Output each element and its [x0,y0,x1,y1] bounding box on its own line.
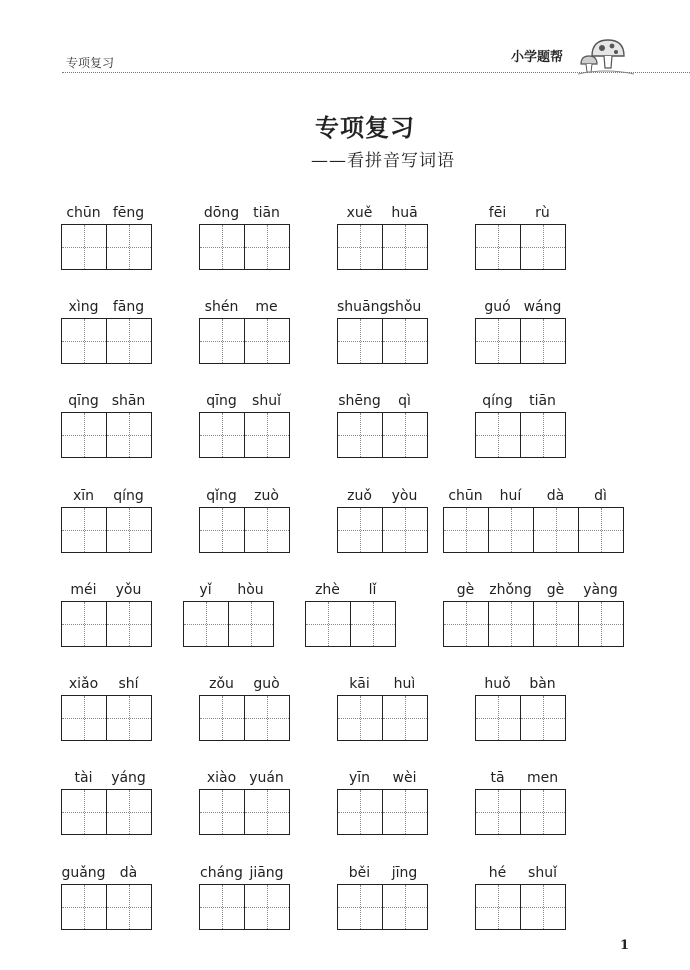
pinyin-label [61,487,151,505]
word-item [475,676,566,741]
pinyin-syllable: fāng [112,299,145,315]
word-item [475,205,566,270]
pinyin-syllable: shuāng [337,299,389,315]
pinyin-label [61,298,151,316]
writing-cell[interactable] [520,885,565,929]
pinyin-syllable: zuò [254,488,279,504]
pinyin-syllable: gè [456,582,475,598]
header-brand: 小学题帮 [511,50,564,65]
word-item [199,299,290,364]
pinyin-label [475,864,565,882]
pinyin-label [475,675,565,693]
writing-grid[interactable] [61,884,152,930]
writing-grid[interactable] [199,318,290,364]
pinyin-syllable: hé [488,865,507,881]
writing-cell[interactable] [382,885,427,929]
writing-cell[interactable] [62,790,106,834]
pinyin-syllable: lǐ [368,582,377,598]
word-item [61,676,152,741]
writing-cell[interactable] [578,602,623,646]
header-section-label: 专项复习 [66,56,115,70]
writing-cell[interactable] [533,602,578,646]
pinyin-syllable: shuǐ [528,865,557,881]
writing-cell[interactable] [444,602,488,646]
word-item [61,205,152,270]
pinyin-syllable: xīn [72,488,95,504]
pinyin-syllable: dà [546,488,565,504]
writing-grid[interactable] [61,412,152,458]
pinyin-syllable: shuǐ [252,393,281,409]
writing-cell[interactable] [244,413,289,457]
writing-grid[interactable] [61,789,152,835]
writing-cell[interactable] [62,413,106,457]
pinyin-syllable: shí [118,676,139,692]
writing-cell[interactable] [476,225,520,269]
writing-grid[interactable] [475,789,566,835]
pinyin-syllable: men [526,770,559,786]
pinyin-label [61,864,151,882]
writing-cell[interactable] [62,602,106,646]
writing-cell[interactable] [338,790,382,834]
word-item [337,205,428,270]
writing-grid[interactable] [199,789,290,835]
pinyin-syllable: zhè [315,582,340,598]
pinyin-syllable: bàn [529,676,556,692]
word-item [199,770,290,835]
writing-cell[interactable] [106,225,151,269]
pinyin-syllable: guò [253,676,280,692]
writing-cell[interactable] [488,602,533,646]
pinyin-syllable: me [255,299,278,315]
writing-cell[interactable] [200,885,244,929]
writing-cell[interactable] [520,696,565,740]
writing-grid[interactable] [337,789,428,835]
word-item [183,582,274,647]
pinyin-syllable: fēi [488,205,507,221]
writing-cell[interactable] [106,413,151,457]
writing-cell[interactable] [200,696,244,740]
word-item [475,393,566,458]
pinyin-syllable: huì [393,676,416,692]
pinyin-syllable: xiào [206,770,237,786]
writing-cell[interactable] [382,319,427,363]
pinyin-syllable: yòu [391,488,418,504]
writing-grid[interactable] [199,507,290,553]
pinyin-label [475,298,565,316]
pinyin-syllable: rù [535,205,550,221]
pinyin-syllable: dà [119,865,138,881]
writing-cell[interactable] [244,885,289,929]
pinyin-label [337,769,427,787]
writing-grid[interactable] [199,412,290,458]
word-item [337,299,428,364]
pinyin-syllable: zuǒ [347,488,372,504]
pinyin-syllable: tā [490,770,505,786]
writing-cell[interactable] [306,602,350,646]
writing-cell[interactable] [106,885,151,929]
pinyin-syllable: jiāng [249,865,284,881]
writing-cell[interactable] [350,602,395,646]
writing-grid[interactable] [199,695,290,741]
pinyin-syllable: wáng [523,299,562,315]
writing-grid[interactable] [475,884,566,930]
word-item [305,582,396,647]
writing-grid[interactable] [199,224,290,270]
word-item [61,299,152,364]
writing-cell[interactable] [244,225,289,269]
pinyin-syllable: dōng [203,205,240,221]
writing-grid[interactable] [61,601,152,647]
pinyin-label [199,864,289,882]
writing-grid[interactable] [337,695,428,741]
pinyin-label [61,392,151,410]
pinyin-syllable: tiān [529,393,556,409]
writing-cell[interactable] [338,319,382,363]
writing-grid[interactable] [61,318,152,364]
writing-grid[interactable] [337,224,428,270]
writing-cell[interactable] [106,508,151,552]
writing-grid[interactable] [337,507,428,553]
pinyin-syllable: tài [74,770,93,786]
pinyin-syllable: huā [391,205,418,221]
writing-grid[interactable] [475,224,566,270]
pinyin-syllable: yīn [348,770,371,786]
writing-cell[interactable] [200,508,244,552]
pinyin-syllable: shǒu [387,299,422,315]
pinyin-label [61,675,151,693]
word-item [61,488,152,553]
pinyin-syllable: yǐ [199,582,212,598]
writing-grid[interactable] [199,884,290,930]
pinyin-label [61,204,151,222]
writing-grid[interactable] [475,695,566,741]
writing-cell[interactable] [244,319,289,363]
pinyin-syllable: jīng [391,865,418,881]
word-item [337,676,428,741]
word-item [475,770,566,835]
pinyin-syllable: fēng [112,205,145,221]
pinyin-syllable: zǒu [209,676,234,692]
pinyin-syllable: qǐng [206,488,237,504]
writing-cell[interactable] [520,790,565,834]
writing-cell[interactable] [338,885,382,929]
writing-cell[interactable] [382,696,427,740]
pinyin-syllable: chūn [448,488,483,504]
pinyin-syllable: kāi [349,676,370,692]
writing-cell[interactable] [338,225,382,269]
writing-cell[interactable] [200,319,244,363]
pinyin-syllable: yàng [583,582,618,598]
writing-cell[interactable] [106,602,151,646]
writing-cell[interactable] [520,225,565,269]
pinyin-syllable: běi [348,865,371,881]
pinyin-syllable: gè [546,582,565,598]
writing-cell[interactable] [382,508,427,552]
writing-grid[interactable] [305,601,396,647]
word-item [199,676,290,741]
pinyin-label [337,487,427,505]
writing-cell[interactable] [228,602,273,646]
pinyin-label [305,581,395,599]
page-title: 专项复习 [315,114,415,142]
writing-cell[interactable] [533,508,578,552]
word-item [199,393,290,458]
pinyin-syllable: tiān [253,205,280,221]
writing-cell[interactable] [62,319,106,363]
pinyin-label [199,769,289,787]
writing-grid[interactable] [61,695,152,741]
writing-grid[interactable] [337,884,428,930]
pinyin-syllable: yáng [111,770,146,786]
pinyin-syllable: qíng [482,393,513,409]
word-item [61,582,152,647]
writing-cell[interactable] [520,319,565,363]
word-item [337,488,428,553]
pinyin-syllable: qì [398,393,411,409]
word-item [443,488,624,553]
writing-cell[interactable] [338,696,382,740]
pinyin-label [61,769,151,787]
pinyin-syllable: chūn [66,205,101,221]
writing-cell[interactable] [62,508,106,552]
pinyin-label [199,675,289,693]
word-item [199,865,290,930]
pinyin-syllable: xiǎo [68,676,99,692]
writing-cell[interactable] [62,225,106,269]
writing-grid[interactable] [443,507,624,553]
writing-cell[interactable] [244,790,289,834]
pinyin-syllable: yuán [249,770,284,786]
writing-cell[interactable] [382,225,427,269]
pinyin-label [199,204,289,222]
header-divider [62,72,690,73]
writing-cell[interactable] [200,790,244,834]
word-item [337,393,428,458]
word-item [475,299,566,364]
writing-cell[interactable] [476,885,520,929]
pinyin-syllable: yǒu [115,582,142,598]
pinyin-label [199,298,289,316]
writing-cell[interactable] [106,319,151,363]
writing-grid[interactable] [475,318,566,364]
writing-cell[interactable] [444,508,488,552]
writing-cell[interactable] [200,225,244,269]
pinyin-syllable: shén [204,299,239,315]
writing-cell[interactable] [578,508,623,552]
pinyin-syllable: méi [70,582,97,598]
pinyin-syllable: huǒ [484,676,511,692]
writing-grid[interactable] [337,412,428,458]
writing-cell[interactable] [476,790,520,834]
writing-cell[interactable] [244,696,289,740]
writing-cell[interactable] [62,885,106,929]
pinyin-label [199,392,289,410]
writing-cell[interactable] [106,696,151,740]
word-item [199,488,290,553]
pinyin-label [443,487,623,505]
writing-cell[interactable] [476,319,520,363]
writing-grid[interactable] [337,318,428,364]
writing-cell[interactable] [520,413,565,457]
word-item [475,865,566,930]
pinyin-syllable: qīng [206,393,237,409]
writing-cell[interactable] [382,790,427,834]
pinyin-syllable: zhǒng [489,582,532,598]
pinyin-label [475,769,565,787]
pinyin-syllable: xuě [346,205,373,221]
pinyin-label [475,392,565,410]
writing-cell[interactable] [184,602,228,646]
pinyin-label [443,581,623,599]
word-item [61,770,152,835]
pinyin-syllable: qīng [68,393,99,409]
writing-cell[interactable] [476,413,520,457]
word-item [61,865,152,930]
pinyin-syllable: shēng [338,393,381,409]
pinyin-label [183,581,273,599]
writing-grid[interactable] [61,224,152,270]
pinyin-syllable: huí [499,488,522,504]
word-item [337,770,428,835]
writing-cell[interactable] [62,696,106,740]
word-item [199,205,290,270]
pinyin-syllable: shān [111,393,146,409]
pinyin-syllable: dì [594,488,607,504]
pinyin-syllable: qíng [113,488,144,504]
pinyin-syllable: guǎng [61,865,106,881]
writing-grid[interactable] [183,601,274,647]
pinyin-syllable: cháng [200,865,243,881]
pinyin-syllable: wèi [392,770,417,786]
pinyin-label [475,204,565,222]
page-subtitle: ——看拼音写词语 [311,151,455,171]
word-item [443,582,624,647]
writing-cell[interactable] [488,508,533,552]
pinyin-syllable: guó [484,299,511,315]
page-number: 1 [620,938,630,953]
writing-grid[interactable] [61,507,152,553]
pinyin-label [199,487,289,505]
writing-cell[interactable] [476,696,520,740]
word-item [337,865,428,930]
pinyin-label [337,864,427,882]
pinyin-label [337,675,427,693]
writing-cell[interactable] [338,413,382,457]
pinyin-label [337,392,427,410]
word-item [61,393,152,458]
writing-cell[interactable] [338,508,382,552]
pinyin-label [337,298,427,316]
writing-cell[interactable] [382,413,427,457]
writing-cell[interactable] [106,790,151,834]
pinyin-syllable: xìng [68,299,99,315]
writing-cell[interactable] [200,413,244,457]
pinyin-syllable: hòu [237,582,264,598]
pinyin-label [61,581,151,599]
writing-cell[interactable] [244,508,289,552]
pinyin-label [337,204,427,222]
writing-grid[interactable] [443,601,624,647]
writing-grid[interactable] [475,412,566,458]
